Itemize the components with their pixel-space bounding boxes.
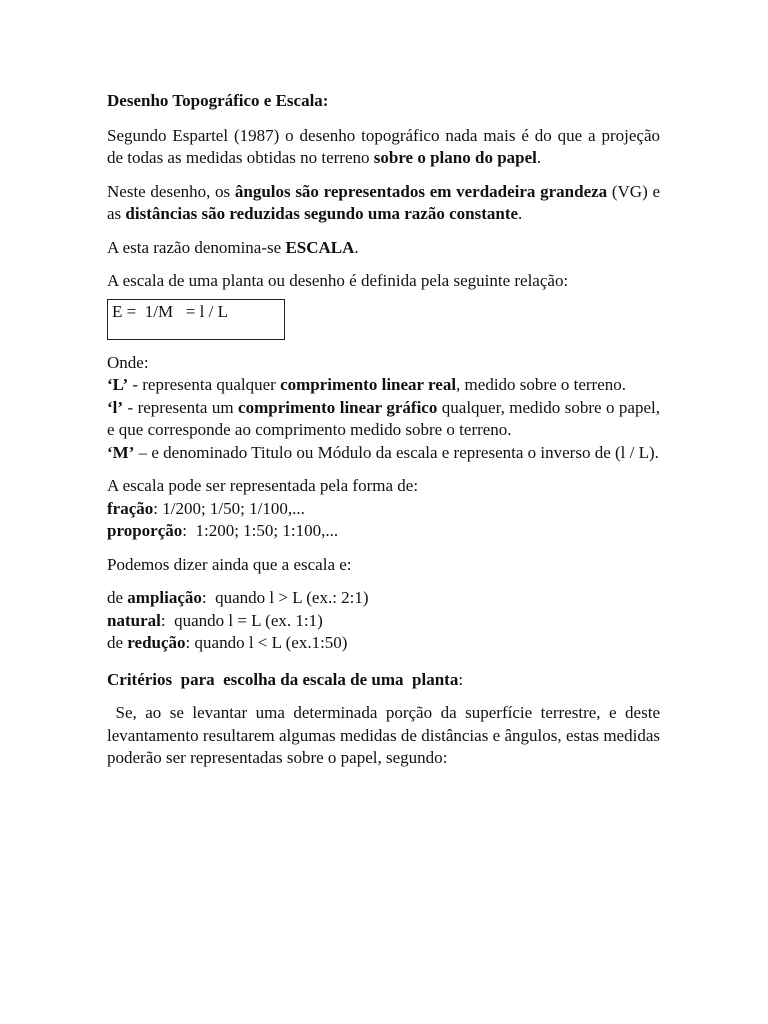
paragraph-definition	[107, 125, 660, 170]
definition-l	[107, 397, 660, 442]
definition-L	[107, 374, 660, 397]
bold-text: distâncias são reduzidas segundo uma razão constante	[125, 204, 519, 223]
forms-intro: A escala pode ser representada pela forma de:	[107, 476, 419, 495]
bold-text: fração	[107, 498, 154, 518]
criteria-heading	[107, 669, 660, 692]
bold-text: ESCALA	[285, 237, 355, 257]
symbol: ‘L’	[107, 375, 129, 394]
scale-types-block	[107, 587, 660, 655]
bold-text: sobre o plano do papel	[373, 148, 537, 167]
text: Neste desenho, os	[107, 181, 235, 201]
text: : quando l > L (ex.: 2:1)	[201, 588, 369, 607]
bold-text: comprimento linear gráfico	[238, 397, 438, 417]
paragraph-escala	[107, 237, 660, 260]
text: - representa um	[123, 397, 239, 417]
text: de	[107, 588, 128, 607]
text: - representa qualquer	[128, 375, 281, 394]
bold-text: Critérios para escolha da escala de uma planta	[107, 669, 459, 689]
text: de	[107, 633, 128, 652]
text: Segundo Espartel (1987) o desenho topográfico nada mais é do que a projeção de todas as medidas obtidas no terreno	[107, 125, 660, 167]
text: : quando l < L (ex.1:50)	[185, 633, 348, 652]
bold-text: proporção	[107, 521, 183, 540]
symbol: ‘M’	[107, 442, 135, 462]
bold-text: comprimento linear real	[280, 375, 457, 394]
section-heading: Desenho Topográfico e Escala:	[107, 91, 329, 110]
bold-text: ampliação	[127, 588, 202, 607]
text: (VG) e as	[107, 181, 660, 223]
definition-M	[107, 442, 660, 465]
bold-text: redução	[127, 633, 186, 652]
form-proporcao	[107, 520, 660, 543]
text: qualquer, medido sobre o papel, e que corresponde ao comprimento medido sobre o terreno.	[107, 397, 660, 439]
text: .	[536, 148, 542, 167]
type-natural	[107, 610, 660, 633]
text: : 1/200; 1/50; 1/100,...	[153, 498, 305, 518]
paragraph-ainda: Podemos dizer ainda que a escala e:	[107, 554, 352, 574]
criteria-paragraph: Se, ao se levantar uma determinada porção da superfície terrestre, e deste levantamento resultarem algumas medidas de distâncias e ângulos, estas medidas poderão ser representadas sobre o papel, segundo:	[107, 703, 665, 767]
text: : quando l = L (ex. 1:1)	[160, 610, 323, 630]
text: , medido sobre o terreno.	[456, 375, 626, 394]
document-page	[107, 90, 665, 770]
bold-text: ângulos são representados em verdadeira grandeza	[234, 181, 608, 201]
text: – e denominado Titulo ou Módulo da escala e representa o inverso de (l / L).	[134, 442, 659, 462]
text: .	[354, 237, 359, 257]
type-reducao	[107, 632, 660, 655]
formula-box: E = 1/M = l / L	[107, 299, 285, 340]
bold-text: natural	[107, 610, 161, 630]
paragraph-relation: A escala de uma planta ou desenho é definida pela seguinte relação:	[107, 271, 569, 290]
text: :	[458, 669, 464, 689]
definitions-block	[107, 352, 660, 465]
forms-block	[107, 475, 660, 543]
form-fracao	[107, 498, 660, 521]
onde-title: Onde:	[107, 352, 149, 372]
symbol: ‘l’	[107, 397, 124, 417]
paragraph-angles-distances	[107, 181, 660, 226]
text: .	[518, 204, 523, 223]
text: A esta razão denomina-se	[107, 237, 286, 257]
type-ampliacao	[107, 587, 660, 610]
text: : 1:200; 1:50; 1:100,...	[182, 521, 339, 540]
